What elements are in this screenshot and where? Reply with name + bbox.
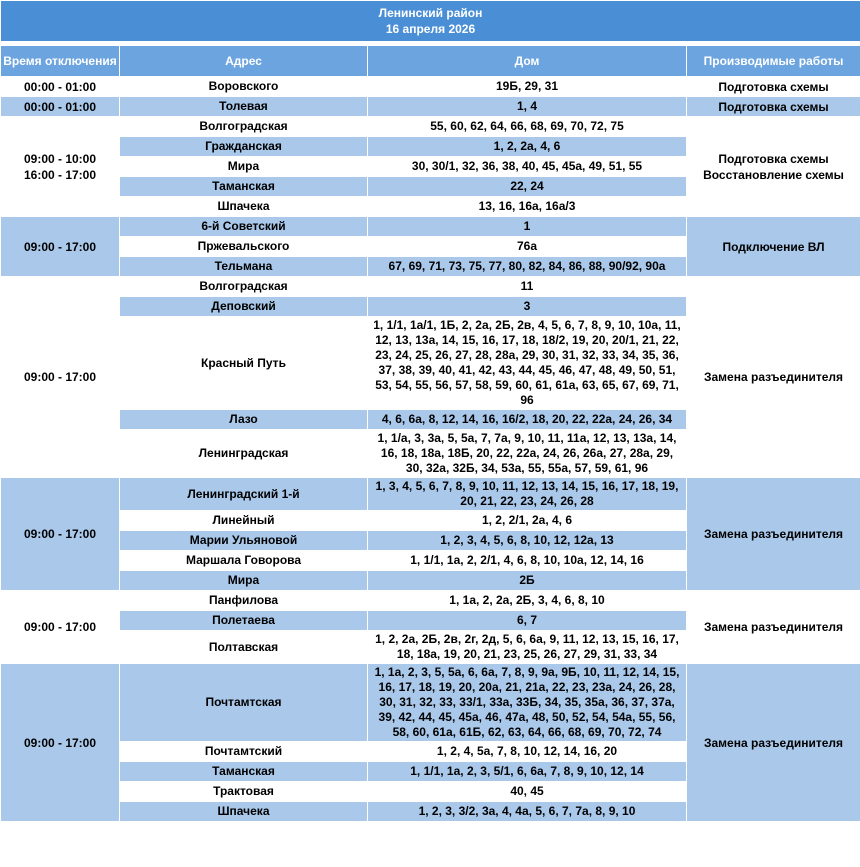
houses-line: 1, 3, 4, 5, 6, 7, 8, 9, 10, 11, 12, 13, 14, 15, 16, 17, 18, 19, <box>375 479 679 493</box>
column-header-work: Производимые работы <box>687 46 860 77</box>
houses-cell <box>368 571 687 591</box>
outage-time-cell <box>1 664 120 822</box>
date-title: 16 апреля 2026 <box>385 22 476 36</box>
outage-time-cell <box>1 591 120 664</box>
street-cell: Марии Ульяновой <box>120 531 368 551</box>
houses-cell <box>368 410 687 430</box>
houses-cell <box>368 742 687 762</box>
street-cell: Мира <box>120 571 368 591</box>
column-header-house: Дом <box>368 46 687 77</box>
houses-cell <box>368 551 687 571</box>
outage-time: 09:00 - 17:00 <box>23 620 97 634</box>
houses-line: 1 <box>523 219 531 233</box>
work-type: Замена разъединителя <box>703 370 844 384</box>
table-row <box>1 478 860 511</box>
houses-line: 76а <box>516 239 538 253</box>
houses-line: 37, 38, 39, 40, 41, 42, 43, 44, 45, 46, 47, 48, 49, 50, 51, <box>378 363 676 377</box>
houses-line: 18, 18а, 19, 20, 21, 23, 25, 26, 27, 29, 31, 33, 34 <box>396 647 658 661</box>
houses-cell <box>368 531 687 551</box>
houses-cell <box>368 511 687 531</box>
street-cell: Полетаева <box>120 611 368 631</box>
outage-time: 09:00 - 17:00 <box>23 239 97 254</box>
houses-line: 58, 60, 61а, 61Б, 62, 63, 64, 66, 68, 69, 70, 72, 74 <box>392 725 662 739</box>
table-row <box>1 97 860 117</box>
street-cell: Пржевальского <box>120 237 368 257</box>
street-cell: Маршала Говорова <box>120 551 368 571</box>
houses-cell <box>368 277 687 297</box>
district-title: Ленинский район <box>378 6 483 20</box>
houses-cell <box>368 591 687 611</box>
houses-line: 1, 1/а, 3, 3а, 5, 5а, 7, 7а, 9, 10, 11, 11а, 12, 13, 13а, 14, <box>377 431 677 445</box>
houses-line: 1, 1а, 2, 3, 5, 5а, 6, 6а, 7, 8, 9, 9а, 9Б, 10, 11, 12, 14, 15, <box>374 665 680 679</box>
outage-time-cell <box>1 117 120 217</box>
outage-time-cell <box>1 217 120 277</box>
houses-line: 1, 1а, 2, 2а, 2Б, 3, 4, 6, 8, 10 <box>449 593 605 607</box>
houses-cell <box>368 317 687 410</box>
street-cell: Ленинградская <box>120 430 368 478</box>
street-cell: Гражданская <box>120 137 368 157</box>
work-cell <box>687 117 860 217</box>
street-cell: Ленинградский 1-й <box>120 478 368 511</box>
houses-line: 23, 24, 25, 26, 27, 28, 28а, 29, 30, 31, 32, 33, 34, 35, 36, <box>375 348 679 362</box>
column-header-address: Адрес <box>120 46 368 77</box>
houses-line: 96 <box>520 393 534 407</box>
houses-line: 1, 1/1, 1а, 2, 2/1, 4, 6, 8, 10, 10а, 12, 14, 16 <box>410 553 644 567</box>
street-cell: Линейный <box>120 511 368 531</box>
street-cell: Деповский <box>120 297 368 317</box>
houses-line: 20, 21, 22, 23, 24, 26, 28 <box>460 494 594 508</box>
houses-cell <box>368 97 687 117</box>
outage-time: 09:00 - 17:00 <box>23 370 97 384</box>
outage-time: 09:00 - 17:00 <box>23 735 97 750</box>
outage-time-cell <box>1 97 120 117</box>
work-cell <box>687 217 860 277</box>
houses-line: 30, 31, 32, 33, 33/1, 33а, 33Б, 34, 35, 35а, 36, 37, 37а, <box>379 695 675 709</box>
work-type: Подготовка схемы <box>718 151 829 166</box>
work-cell <box>687 664 860 822</box>
table-title <box>1 1 860 42</box>
street-cell: 6-й Советский <box>120 217 368 237</box>
houses-cell <box>368 430 687 478</box>
column-header-time: Время отключения <box>1 46 120 77</box>
houses-line: 16, 18, 18а, 18Б, 20, 22, 22а, 24, 26, 26а, 27, 28а, 29, <box>380 446 674 460</box>
street-cell: Волгоградская <box>120 117 368 137</box>
table-row <box>1 217 860 237</box>
houses-cell <box>368 217 687 237</box>
houses-line: 30, 30/1, 32, 36, 38, 40, 45, 45а, 49, 51, 55 <box>411 159 643 173</box>
houses-line: 1, 2, 2/1, 2а, 4, 6 <box>481 513 573 527</box>
street-cell: Таманская <box>120 762 368 782</box>
houses-cell <box>368 611 687 631</box>
outage-time-cell <box>1 77 120 97</box>
outage-time: 00:00 - 01:00 <box>23 79 97 94</box>
houses-cell <box>368 77 687 97</box>
houses-line: 12, 13, 13а, 14, 15, 16, 17, 18, 18/2, 19, 20, 20/1, 21, 22, <box>375 333 679 347</box>
work-cell <box>687 97 860 117</box>
houses-line: 1, 2, 3, 3/2, 3а, 4, 4а, 5, 6, 7, 7а, 8, 9, 10 <box>418 804 636 818</box>
outage-time: 00:00 - 01:00 <box>23 99 97 114</box>
houses-line: 1, 4 <box>516 99 537 113</box>
outage-time: 16:00 - 17:00 <box>23 167 97 182</box>
outage-time: 09:00 - 10:00 <box>23 151 97 166</box>
houses-cell <box>368 297 687 317</box>
houses-line: 6, 7 <box>516 613 537 627</box>
houses-cell <box>368 631 687 664</box>
table-row <box>1 664 860 742</box>
table-row <box>1 77 860 97</box>
street-cell: Толевая <box>120 97 368 117</box>
houses-cell <box>368 802 687 822</box>
houses-line: 3 <box>523 299 531 313</box>
outage-time-cell <box>1 277 120 478</box>
street-cell: Трактовая <box>120 782 368 802</box>
work-type: Восстановление схемы <box>703 167 844 182</box>
houses-line: 1, 1/1, 1а/1, 1Б, 2, 2а, 2Б, 2в, 4, 5, 6, 7, 8, 9, 10, 10а, 11, <box>373 318 681 332</box>
houses-line: 1, 2, 2а, 2Б, 2в, 2г, 2д, 5, 6, 6а, 9, 11, 12, 13, 15, 16, 17, <box>375 632 679 646</box>
houses-line: 53, 54, 55, 56, 57, 58, 59, 60, 61, 61а, 63, 65, 67, 69, 71, <box>375 378 679 392</box>
table-row <box>1 591 860 611</box>
street-cell: Почтамтский <box>120 742 368 762</box>
houses-cell <box>368 664 687 742</box>
houses-cell <box>368 257 687 277</box>
houses-line: 1, 2, 3, 4, 5, 6, 8, 10, 12, 12а, 13 <box>440 533 614 547</box>
houses-line: 55, 60, 62, 64, 66, 68, 69, 70, 72, 75 <box>430 119 624 133</box>
houses-cell <box>368 117 687 137</box>
houses-line: 2Б <box>519 573 535 587</box>
street-cell: Почтамтская <box>120 664 368 742</box>
houses-line: 16, 17, 18, 19, 20, 20а, 21, 21а, 22, 23, 23а, 24, 26, 28, <box>378 680 676 694</box>
street-cell: Шпачека <box>120 197 368 217</box>
houses-cell <box>368 157 687 177</box>
street-cell: Таманская <box>120 177 368 197</box>
houses-cell <box>368 478 687 511</box>
schedule-body <box>1 77 860 822</box>
work-type: Замена разъединителя <box>703 735 844 750</box>
street-cell: Красный Путь <box>120 317 368 410</box>
houses-cell <box>368 197 687 217</box>
work-type: Подключение ВЛ <box>722 239 825 254</box>
work-type: Замена разъединителя <box>703 620 844 634</box>
outage-time: 09:00 - 17:00 <box>23 527 97 541</box>
street-cell: Воровского <box>120 77 368 97</box>
houses-line: 40, 45 <box>510 784 544 798</box>
work-type: Замена разъединителя <box>703 527 844 541</box>
houses-line: 13, 16, 16а, 16а/3 <box>478 199 576 213</box>
work-cell <box>687 478 860 591</box>
houses-line: 39, 42, 44, 45, 45а, 46, 47а, 48, 50, 52, 54, 54а, 55, 56, <box>378 710 676 724</box>
work-cell <box>687 277 860 478</box>
houses-line: 1, 2, 2а, 4, 6 <box>493 139 561 153</box>
houses-cell <box>368 237 687 257</box>
street-cell: Волгоградская <box>120 277 368 297</box>
houses-line: 30, 32а, 32Б, 34, 53а, 55, 55а, 57, 59, 61, 96 <box>405 461 649 475</box>
work-type: Подготовка схемы <box>718 99 829 114</box>
houses-line: 4, 6, 6а, 8, 12, 14, 16, 16/2, 18, 20, 22, 22а, 24, 26, 34 <box>381 412 673 426</box>
outage-time-cell <box>1 478 120 591</box>
houses-line: 1, 2, 4, 5а, 7, 8, 10, 12, 14, 16, 20 <box>436 744 618 758</box>
street-cell: Шпачека <box>120 802 368 822</box>
houses-cell <box>368 762 687 782</box>
houses-line: 19Б, 29, 31 <box>495 79 558 93</box>
street-cell: Панфилова <box>120 591 368 611</box>
houses-cell <box>368 177 687 197</box>
work-cell <box>687 591 860 664</box>
street-cell: Лазо <box>120 410 368 430</box>
houses-cell <box>368 782 687 802</box>
table-row <box>1 117 860 137</box>
houses-line: 67, 69, 71, 73, 75, 77, 80, 82, 84, 86, 88, 90/92, 90а <box>388 259 666 273</box>
work-type: Подготовка схемы <box>718 79 829 94</box>
houses-line: 11 <box>520 279 534 293</box>
street-cell: Тельмана <box>120 257 368 277</box>
houses-cell <box>368 137 687 157</box>
table-row <box>1 277 860 297</box>
street-cell: Мира <box>120 157 368 177</box>
street-cell: Полтавская <box>120 631 368 664</box>
houses-line: 22, 24 <box>510 179 544 193</box>
work-cell <box>687 77 860 97</box>
houses-line: 1, 1/1, 1а, 2, 3, 5/1, 6, 6а, 7, 8, 9, 10, 12, 14 <box>410 764 644 778</box>
